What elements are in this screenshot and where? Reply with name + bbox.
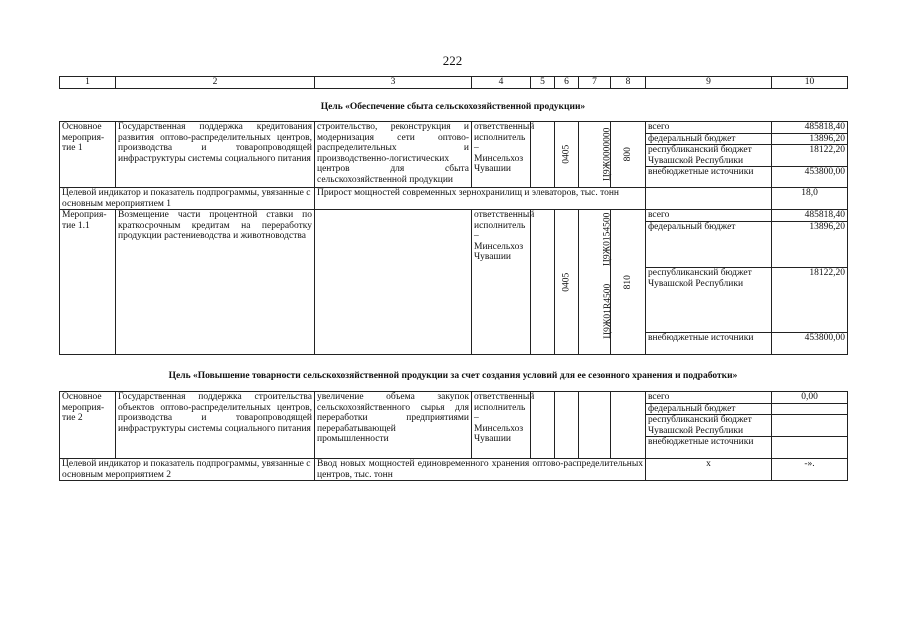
measure-1-1-source-federal: федеральный бюджет <box>646 222 772 268</box>
measure-1-col8 <box>611 122 646 188</box>
indicator-1-text: Прирост мощностей современных зернохранилищ и элеваторов, тыс. тонн <box>315 188 646 210</box>
col-num-1: 1 <box>60 77 116 89</box>
indicator-row <box>60 459 848 481</box>
goal-1-table <box>59 121 848 355</box>
measure-1-name: Основное мероприя-тие 1 <box>60 122 116 188</box>
measure-1-1-executor: ответственный исполнитель – Минсельхоз Чувашии <box>472 210 531 355</box>
indicator-2-text: Ввод новых мощностей единовременного хранения оптово-распределительных центров, тыс. тонн <box>315 459 646 481</box>
measure-2-result: увеличение объема закупок сельскохозяйственного сырья для переработки предприятиями перерабатывающей промышленности <box>315 392 472 459</box>
goal-2-table <box>59 391 848 481</box>
measure-1-1-amount-total: 485818,40 <box>772 210 848 222</box>
measure-1-col5 <box>531 122 555 188</box>
measure-2-col7 <box>579 392 611 459</box>
measure-2-amount-extrabudget <box>772 437 848 459</box>
indicator-1-label: Целевой индикатор и показатель подпрограммы, увязанные с основным мероприятием 1 <box>60 188 315 210</box>
measure-1-1-description: Возмещение части процентной ставки по краткосрочным кредитам на переработку продукции растениеводства и животноводства <box>116 210 315 355</box>
measure-1-1-col8-text: 810 <box>622 274 633 290</box>
page-number: 222 <box>442 53 463 68</box>
measure-1-executor: ответственный исполнитель – Минсельхоз Чувашии <box>472 122 531 188</box>
measure-2-source-federal: федеральный бюджет <box>646 403 772 415</box>
measure-1-col7 <box>579 122 611 188</box>
measure-1-amount-republic: 18122,20 <box>772 145 848 167</box>
table-row <box>60 122 848 134</box>
measure-2-name: Основное мероприя-тие 2 <box>60 392 116 459</box>
col-num-6: 6 <box>555 77 579 89</box>
col-num-3: 3 <box>315 77 472 89</box>
measure-1-1-source-total: всего <box>646 210 772 222</box>
indicator-2-value: -». <box>772 459 848 481</box>
measure-2-description: Государственная поддержка строительства объектов оптово-распределительных центров, производства и товаропроводящей инфраструктуры системы социального питания <box>116 392 315 459</box>
measure-1-1-col5 <box>531 210 555 355</box>
measure-1-amount-total: 485818,40 <box>772 122 848 134</box>
measure-2-source-republic: республиканский бюджет Чувашской Республики <box>646 415 772 437</box>
measure-1-1-col7a <box>579 210 611 268</box>
indicator-2-x: х <box>646 459 772 481</box>
indicator-2-label: Целевой индикатор и показатель подпрограммы, увязанные с основным мероприятием 2 <box>60 459 315 481</box>
measure-1-description: Государственная поддержка кредитования развития оптово-распределительных центров, производства и товаропроводящей инфраструктуры системы социального питания <box>116 122 315 188</box>
measure-1-1-col8 <box>611 210 646 355</box>
measure-1-1-col7a-text: Ц9Ж0154500 <box>602 212 613 266</box>
measure-2-amount-federal <box>772 403 848 415</box>
col-num-5: 5 <box>531 77 555 89</box>
col-num-4: 4 <box>472 77 531 89</box>
measure-1-1-result <box>315 210 472 355</box>
measure-1-1-col6 <box>555 210 579 355</box>
measure-1-source-republic: республиканский бюджет Чувашской Республики <box>646 145 772 167</box>
col-num-8: 8 <box>611 77 646 89</box>
col-num-9: 9 <box>646 77 772 89</box>
measure-1-1-name: Мероприя-тие 1.1 <box>60 210 116 355</box>
measure-1-source-total: всего <box>646 122 772 134</box>
col-num-10: 10 <box>772 77 848 89</box>
measure-1-1-source-extrabudget: внебюджетные источники <box>646 333 772 355</box>
measure-1-col6-text: 0405 <box>561 145 572 164</box>
measure-1-col7-text: Ц9Ж0000000 <box>602 127 613 182</box>
measure-1-1-amount-republic: 18122,20 <box>772 268 848 333</box>
measure-1-amount-extrabudget: 453800,00 <box>772 167 848 188</box>
measure-1-1-col6-text: 0405 <box>561 272 572 292</box>
measure-2-col5 <box>531 392 555 459</box>
measure-2-executor: ответственный исполнитель – Минсельхоз Чувашии <box>472 392 531 459</box>
measure-2-col6 <box>555 392 579 459</box>
indicator-1-value: 18,0 <box>772 188 848 210</box>
table-row <box>60 392 848 404</box>
col-num-7: 7 <box>579 77 611 89</box>
measure-1-1-col7b <box>579 268 614 355</box>
measure-1-result: строительство, реконструкция и модернизация сети оптово-распределительных и производственно-логистических центров для сбыта сельскохозяйственной продукции <box>315 122 472 188</box>
measure-1-1-col7b-text: Ц9Ж01R4500 <box>603 283 614 339</box>
goal-1-title: Цель «Обеспечение сбыта сельскохозяйственной продукции» <box>320 102 586 112</box>
measure-1-1-amount-federal: 13896,20 <box>772 222 848 268</box>
measure-1-source-federal: федеральный бюджет <box>646 133 772 145</box>
column-number-row <box>60 77 848 89</box>
table-row <box>60 210 848 222</box>
measure-2-amount-total: 0,00 <box>772 392 848 404</box>
indicator-row <box>60 188 848 210</box>
measure-1-source-extrabudget: внебюджетные источники <box>646 167 772 188</box>
measure-1-amount-federal: 13896,20 <box>772 133 848 145</box>
measure-1-col8-text: 800 <box>622 147 633 162</box>
measure-1-1-source-republic: республиканский бюджет Чувашской Республики <box>646 268 772 333</box>
measure-2-source-extrabudget: внебюджетные источники <box>646 437 772 459</box>
measure-1-col6 <box>555 122 579 188</box>
indicator-1-empty <box>646 188 772 210</box>
measure-2-col8 <box>611 392 646 459</box>
measure-2-source-total: всего <box>646 392 772 404</box>
measure-1-1-amount-extrabudget: 453800,00 <box>772 333 848 355</box>
goal-2-title: Цель «Повышение товарности сельскохозяйственной продукции за счет создания условий для ее сезонного хранения и подработки» <box>168 371 738 381</box>
col-num-2: 2 <box>116 77 315 89</box>
measure-2-amount-republic <box>772 415 848 437</box>
column-header-table <box>59 76 848 89</box>
